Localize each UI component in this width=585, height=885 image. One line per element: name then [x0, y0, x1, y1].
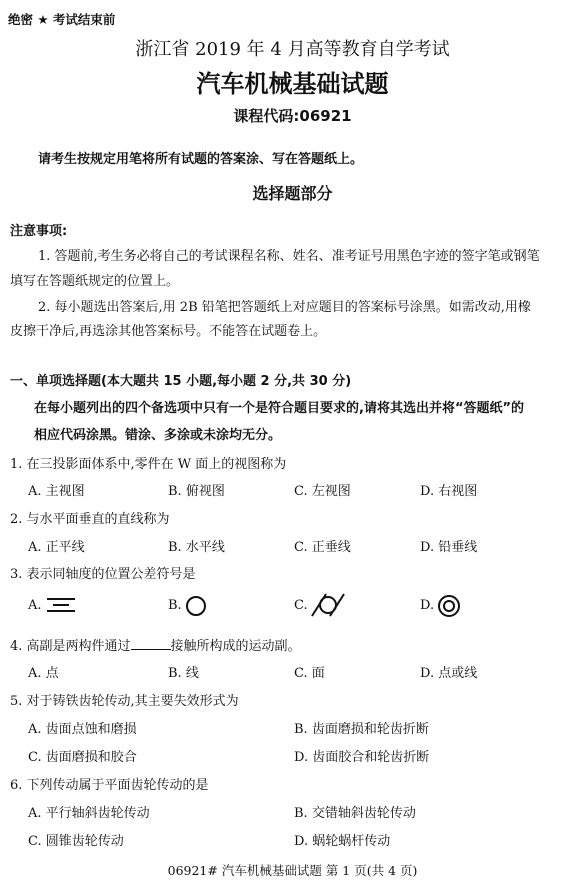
question-6-option-b: B. 交错轴斜齿轮传动 [294, 806, 416, 821]
question-2-option-b: B. 水平线 [168, 540, 225, 555]
part1-title: 一、单项选择题(本大题共 15 小题,每小题 2 分,共 30 分) [10, 374, 352, 389]
question-1-option-b: B. 俯视图 [168, 484, 225, 499]
secret-label: 绝密 ★ 考试结束前 [8, 12, 116, 27]
question-5-option-c: C. 齿面磨损和胶合 [28, 750, 137, 765]
question-3-option-a: A. [28, 598, 42, 613]
question-6-option-a: A. 平行轴斜齿轮传动 [28, 806, 150, 821]
concentricity-symbol-icon [435, 592, 463, 620]
question-3-stem: 3. 表示同轴度的位置公差符号是 [10, 567, 196, 582]
notice-item-2-line-2: 皮擦干净后,再选涂其他答案标号。不能答在试题卷上。 [10, 324, 327, 339]
question-2-stem: 2. 与水平面垂直的直线称为 [10, 512, 170, 527]
question-4-blank [131, 637, 171, 650]
question-4-stem [10, 635, 301, 654]
notice-item-1-line-1: 1. 答题前,考生务必将自己的考试课程名称、姓名、准考证号用黑色字迹的签字笔或钢笔 [38, 249, 540, 264]
question-4-stem-post: 接触所构成的运动副。 [170, 639, 301, 654]
question-6-option-d: D. 蜗轮蜗杆传动 [294, 834, 391, 849]
part1-desc-line-2: 相应代码涂黑。错涂、多涂或未涂均无分。 [34, 428, 282, 443]
question-3-option-b: B. [168, 598, 182, 613]
question-2-option-d: D. 铅垂线 [420, 540, 478, 555]
question-4-option-b: B. 线 [168, 666, 199, 681]
part1-desc-line-1: 在每小题列出的四个备选项中只有一个是符合题目要求的,请将其选出并将“答题纸”的 [34, 401, 525, 416]
notice-item-1-line-2: 填写在答题纸规定的位置上。 [10, 274, 180, 289]
question-1-option-a: A. 主视图 [28, 484, 85, 499]
question-2-option-c: C. 正垂线 [294, 540, 351, 555]
question-1-option-c: C. 左视图 [294, 484, 351, 499]
question-5-option-a: A. 齿面点蚀和磨损 [28, 722, 137, 737]
question-1-option-d: D. 右视图 [420, 484, 478, 499]
question-3-option-c: C. [294, 598, 308, 613]
cylindricity-symbol-icon [308, 590, 348, 620]
question-1-stem: 1. 在三投影面体系中,零件在 W 面上的视图称为 [10, 457, 287, 472]
notice-item-2-line-1: 2. 每小题选出答案后,用 2B 铅笔把答题纸上对应题目的答案标号涂黑。如需改动,用橡 [38, 300, 531, 315]
course-code: 课程代码:06921 [233, 107, 352, 125]
question-5-option-b: B. 齿面磨损和轮齿折断 [294, 722, 429, 737]
roundness-symbol-icon [183, 593, 209, 619]
question-6-option-c: C. 圆锥齿轮传动 [28, 834, 124, 849]
notice-title: 注意事项: [10, 224, 68, 239]
instruction: 请考生按规定用笔将所有试题的答案涂、写在答题纸上。 [38, 152, 364, 167]
question-5-option-d: D. 齿面胶合和轮齿折断 [294, 750, 430, 765]
question-5-stem: 5. 对于铸铁齿轮传动,其主要失效形式为 [10, 694, 239, 709]
question-4-stem-pre: 4. 高副是两构件通过 [10, 639, 131, 654]
exam-name: 浙江省 2019 年 4 月高等教育自学考试 [135, 39, 450, 60]
question-3-option-d: D. [420, 598, 435, 613]
page-footer: 06921# 汽车机械基础试题 第 1 页(共 4 页) [167, 863, 418, 878]
question-2-option-a: A. 正平线 [28, 540, 85, 555]
question-6-stem: 6. 下列传动属于平面齿轮传动的是 [10, 778, 209, 793]
exam-title: 汽车机械基础试题 [196, 70, 389, 98]
symmetry-symbol-icon [44, 594, 78, 616]
question-4-option-c: C. 面 [294, 666, 325, 681]
question-4-option-a: A. 点 [28, 666, 59, 681]
question-4-option-d: D. 点或线 [420, 666, 478, 681]
section-title: 选择题部分 [252, 184, 333, 203]
